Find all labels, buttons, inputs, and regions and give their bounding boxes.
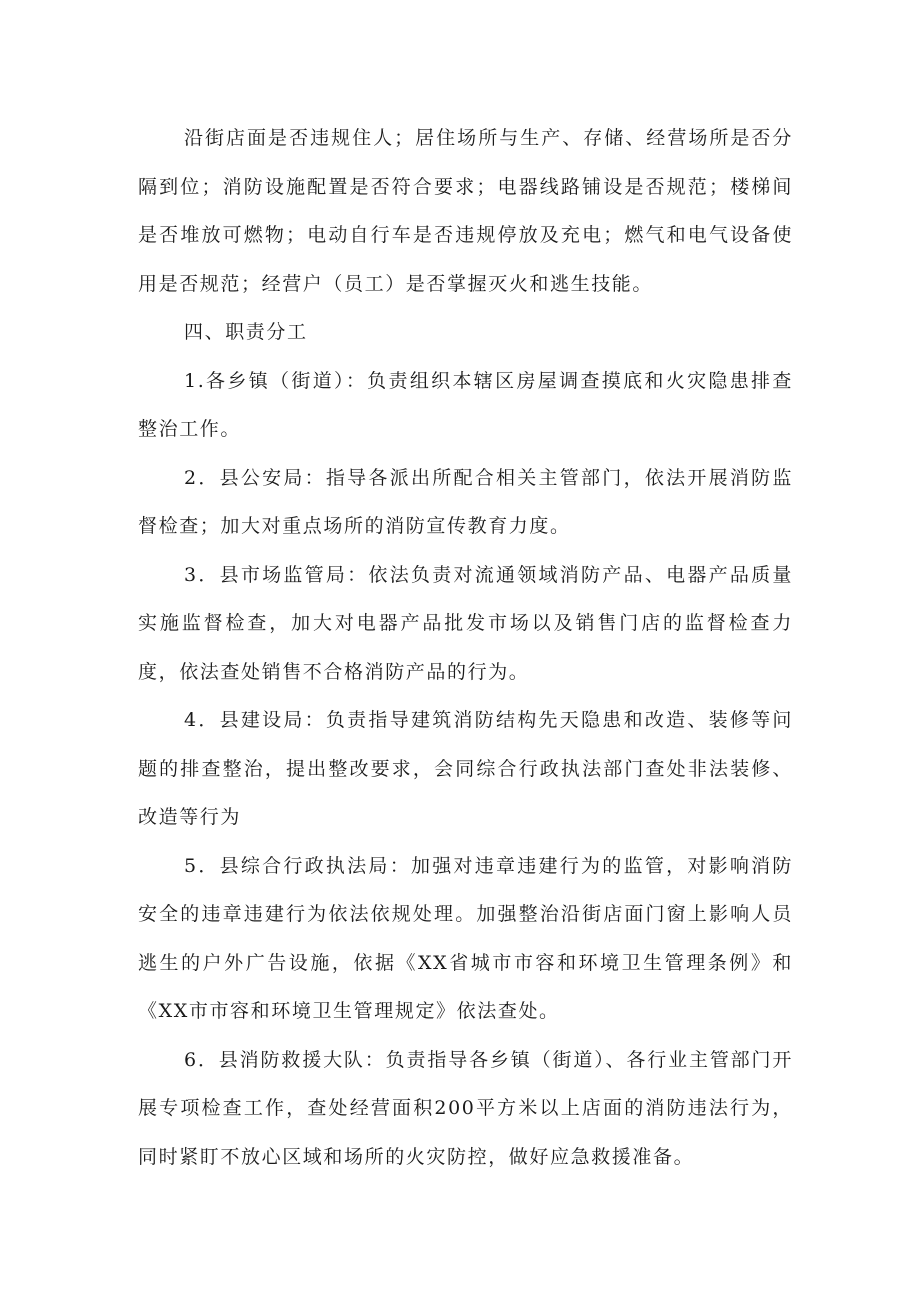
paragraph-item-3-market-supervision: 3．县市场监管局：依法负责对流通领域消防产品、电器产品质量实施监督检查，加大对电器产品批发市场以及销售门店的监督检查力度，依法查处销售不合格消防产品的行为。 [138, 563, 793, 683]
paragraph-item-2-public-security: 2．县公安局：指导各派出所配合相关主管部门，依法开展消防监督检查；加大对重点场所的消防宣传教育力度。 [138, 466, 793, 537]
paragraph-item-4-construction: 4．县建设局：负责指导建筑消防结构先天隐患和改造、装修等问题的排查整治，提出整改要求，会同综合行政执法部门查处非法装修、改造等行为 [138, 709, 793, 828]
paragraph-inspection-items: 沿街店面是否违规住人；居住场所与生产、存储、经营场所是否分隔到位；消防设施配置是否符合要求；电器线路铺设是否规范；楼梯间是否堆放可燃物；电动自行车是否违规停放及充电；燃气和电气设备使用是否规范；经营户（员工）是否掌握灭火和逃生技能。 [138, 127, 793, 295]
paragraph-item-1-townships: 1.各乡镇（街道）：负责组织本辖区房屋调查摸底和火灾隐患排查整治工作。 [138, 369, 793, 440]
document-body [138, 114, 793, 1181]
paragraph-item-5-law-enforcement: 5．县综合行政执法局：加强对违章违建行为的监管，对影响消防安全的违章违建行为依法依规处理。加强整治沿街店面门窗上影响人员逃生的户外广告设施，依据《XX省城市市容和环境卫生管理条例》和《XX市市容和环境卫生管理规定》依法查处。 [138, 854, 793, 1022]
section-heading-responsibilities: 四、职责分工 [184, 321, 308, 343]
paragraph-item-6-fire-rescue: 6．县消防救援大队：负责指导各乡镇（街道）、各行业主管部门开展专项检查工作，查处经营面积200平方米以上店面的消防违法行为，同时紧盯不放心区域和场所的火灾防控，做好应急救援准备。 [138, 1048, 793, 1168]
